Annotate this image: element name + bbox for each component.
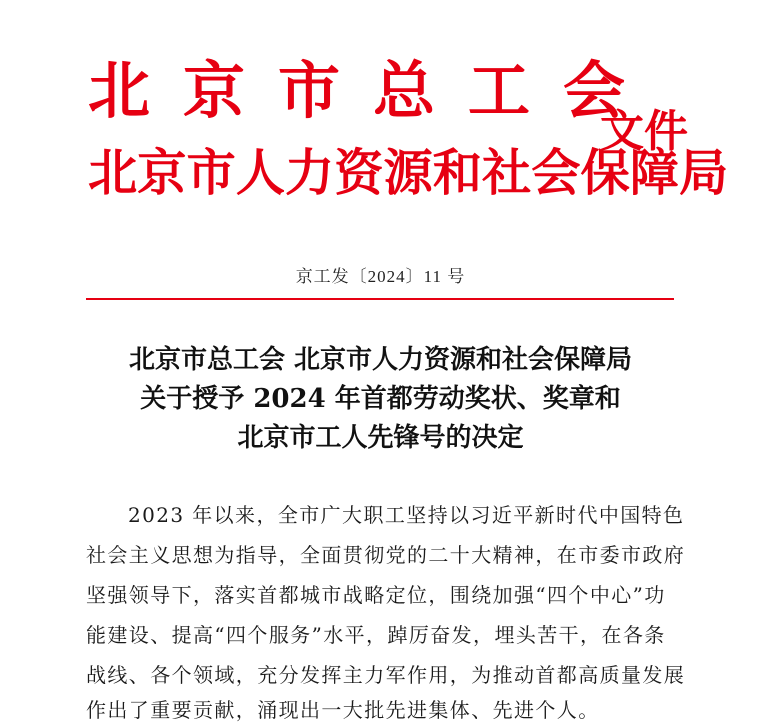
document-type-label: 文件 (600, 106, 688, 157)
title-line: 关于授予 2024 年首都劳动奖状、奖章和 (140, 384, 621, 414)
header-divider (86, 298, 674, 300)
body-line: 坚强领导下，落实首都城市战略定位，围绕加强“四个中心”功 (86, 583, 666, 607)
body-line: 社会主义思想为指导，全面贯彻党的二十大精神，在市委市政府 (86, 543, 686, 567)
document-number: 京工发〔2024〕11 号 (295, 267, 466, 286)
issuing-org-line-2: 北京市人力资源和社会保障局 (88, 143, 729, 202)
title-line: 北京市工人先锋号的决定 (237, 423, 524, 453)
title-line: 北京市总工会 北京市人力资源和社会保障局 (128, 345, 633, 375)
body-line: 作出了重要贡献，涌现出一大批先进集体、先进个人。 (86, 698, 600, 722)
body-line: 战线、各个领域，充分发挥主力军作用，为推动首都高质量发展 (86, 663, 686, 687)
body-line: 能建设、提高“四个服务”水平，踔厉奋发，埋头苦干，在各条 (86, 623, 666, 647)
body-line: 2023 年以来，全市广大职工坚持以习近平新时代中国特色 (128, 503, 685, 527)
issuing-org-line-1: 北京市总工会 (88, 54, 659, 127)
